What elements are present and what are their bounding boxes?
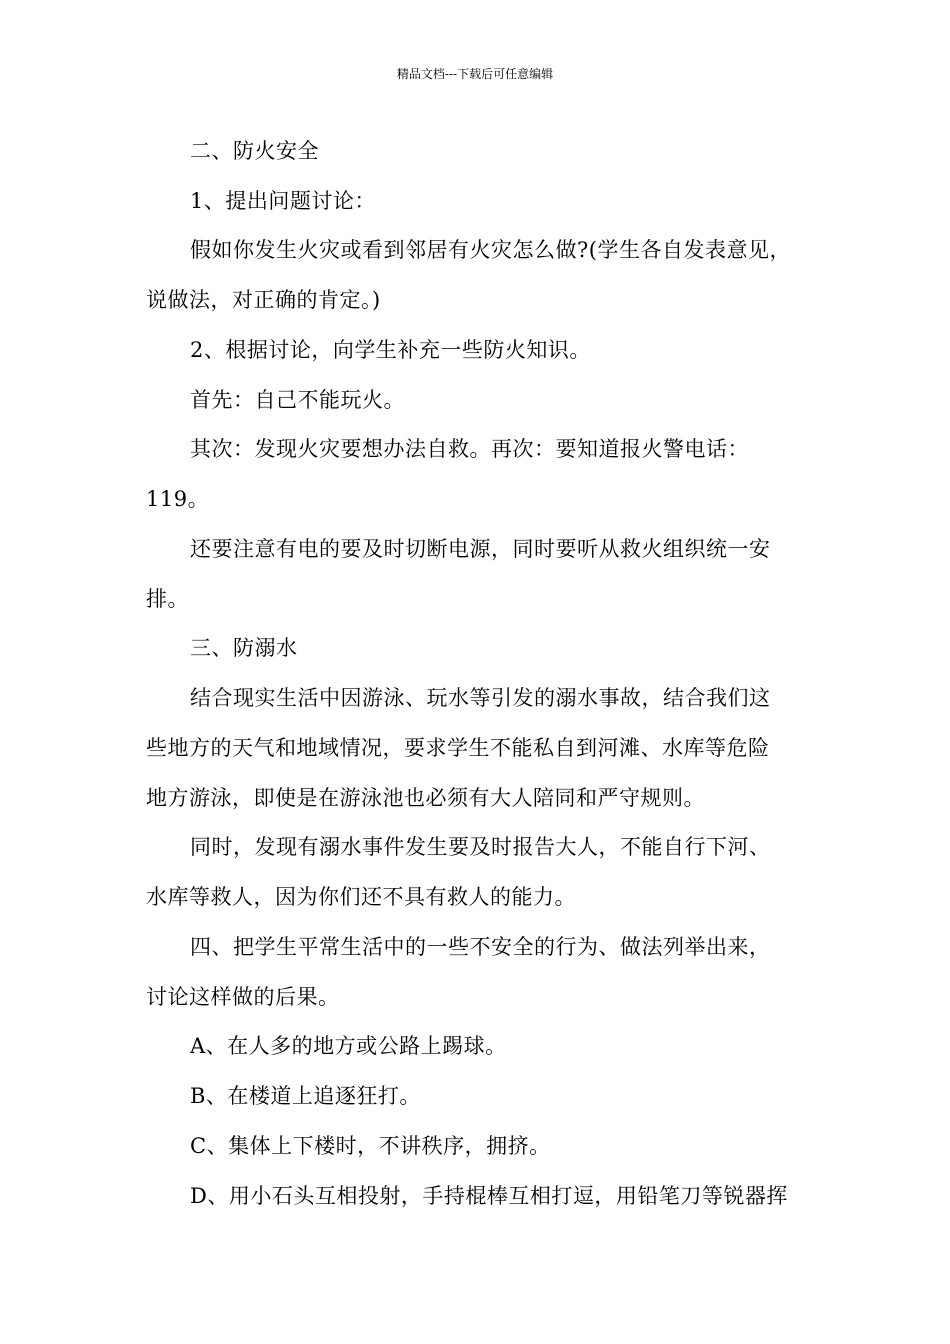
section-heading-unsafe-behaviors: 四、把学生平常生活中的一些不安全的行为、做法列举出来，	[190, 935, 771, 959]
paragraph-line: 说做法，对正确的肯定。)	[146, 288, 381, 312]
paragraph-line: 2、根据讨论，向学生补充一些防火知识。	[190, 338, 591, 362]
paragraph-line: 其次：发现火灾要想办法自救。再次：要知道报火警电话：	[190, 437, 749, 461]
list-item-b: B、在楼道上追逐狂打。	[190, 1084, 421, 1108]
paragraph-line: 排。	[146, 587, 189, 611]
paragraph-line: 首先：自己不能玩火。	[190, 388, 405, 412]
list-item-c: C、集体上下楼时，不讲秩序，拥挤。	[190, 1134, 551, 1158]
paragraph-line: 地方游泳，即使是在游泳池也必须有大人陪同和严守规则。	[146, 786, 705, 810]
paragraph-line: 讨论这样做的后果。	[146, 985, 340, 1009]
paragraph-line: 结合现实生活中因游泳、玩水等引发的溺水事故，结合我们这	[190, 686, 771, 710]
paragraph-line: 同时，发现有溺水事件发生要及时报告大人，不能自行下河、	[190, 835, 771, 859]
section-heading-fire-safety: 二、防火安全	[190, 139, 319, 163]
page-header: 精品文档---下载后可任意编辑	[396, 67, 554, 81]
list-item-d: D、用小石头互相投射，手持棍棒互相打逗，用铅笔刀等锐器挥	[190, 1184, 788, 1208]
paragraph-line: 些地方的天气和地域情况，要求学生不能私自到河滩、水库等危险	[146, 736, 770, 760]
list-item-a: A、在人多的地方或公路上踢球。	[190, 1034, 507, 1058]
paragraph-line: 还要注意有电的要及时切断电源，同时要听从救火组织统一安	[190, 537, 771, 561]
paragraph-line: 119。	[146, 487, 210, 511]
paragraph-line: 水库等救人，因为你们还不具有救人的能力。	[146, 885, 576, 909]
paragraph-line: 1、提出问题讨论：	[190, 189, 376, 213]
paragraph-line: 假如你发生火灾或看到邻居有火灾怎么做?(学生各自发表意见，	[190, 238, 791, 262]
section-heading-drowning: 三、防溺水	[190, 636, 298, 660]
